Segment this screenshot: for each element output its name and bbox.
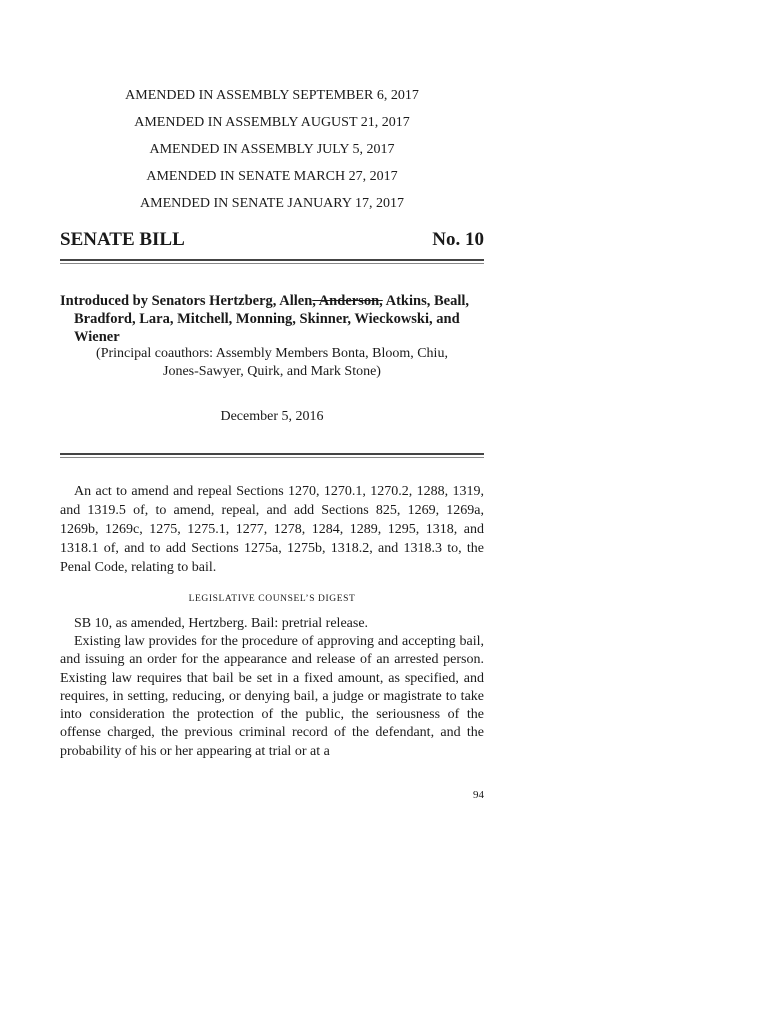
header-rule-thick [60, 259, 484, 261]
amendment-line: AMENDED IN ASSEMBLY AUGUST 21, 2017 [134, 115, 410, 130]
coauthors-line-2: Jones-Sawyer, Quirk, and Mark Stone) [163, 364, 381, 379]
struck-author: , Anderson, [312, 293, 383, 309]
digest-body: Existing law provides for the procedure of approving and accepting bail, and issuing an order for the appearance and release of an arrested person. Existing law requires that bail be set in a fixed amount, as specified, and requires, in setting, reducing, or denying bail, a judge or magistrate to take into consideration the protection of the public, the seriousness of the offense charged, the previous criminal record of the defendant, and the probability of his or her appearing at trial or at a [60, 634, 484, 759]
introduction-date: December 5, 2016 [220, 409, 324, 424]
bill-type: SENATE BILL [60, 229, 185, 250]
coauthors-line-1: (Principal coauthors: Assembly Members Bonta, Bloom, Chiu, [96, 346, 448, 361]
introduced-rest: Atkins, Beall, [382, 293, 469, 309]
introduced-by [60, 292, 484, 346]
act-description: An act to amend and repeal Sections 1270, 1270.1, 1270.2, 1288, 1319, and 1319.5 of, to amend, repeal, and add Sections 825, 1269, 1269a, 1269b, 1269c, 1275, 1275.1, 1277, 1278, 1284, 1289, 1295, 1318, and 1318.1 of, and to add Sections 1275a, 1275b, 1318.2, and 1318.3 to, the Penal Code, relating to bail. [60, 484, 484, 575]
amendment-line: AMENDED IN SENATE JANUARY 17, 2017 [140, 196, 404, 211]
section-rule-thin [60, 457, 484, 458]
digest-heading: LEGISLATIVE COUNSEL’S DIGEST [188, 594, 356, 604]
digest-title: SB 10, as amended, Hertzberg. Bail: pretrial release. [74, 616, 369, 631]
principal-coauthors [60, 345, 484, 381]
introduced-line-2: Bradford, Lara, Mitchell, Monning, Skinner, Wieckowski, and [74, 311, 460, 327]
amendment-line: AMENDED IN ASSEMBLY SEPTEMBER 6, 2017 [125, 88, 419, 103]
amendment-line: AMENDED IN SENATE MARCH 27, 2017 [146, 169, 398, 184]
introduced-prefix: Introduced by Senators Hertzberg, Allen [60, 293, 313, 309]
bill-number: No. 10 [432, 229, 484, 250]
introduced-line-3: Wiener [74, 329, 120, 345]
header-rule-thin [60, 263, 484, 264]
page-number: 94 [473, 789, 484, 801]
bill-header [60, 229, 484, 251]
amendment-line: AMENDED IN ASSEMBLY JULY 5, 2017 [149, 142, 395, 157]
section-rule-thick [60, 453, 484, 455]
